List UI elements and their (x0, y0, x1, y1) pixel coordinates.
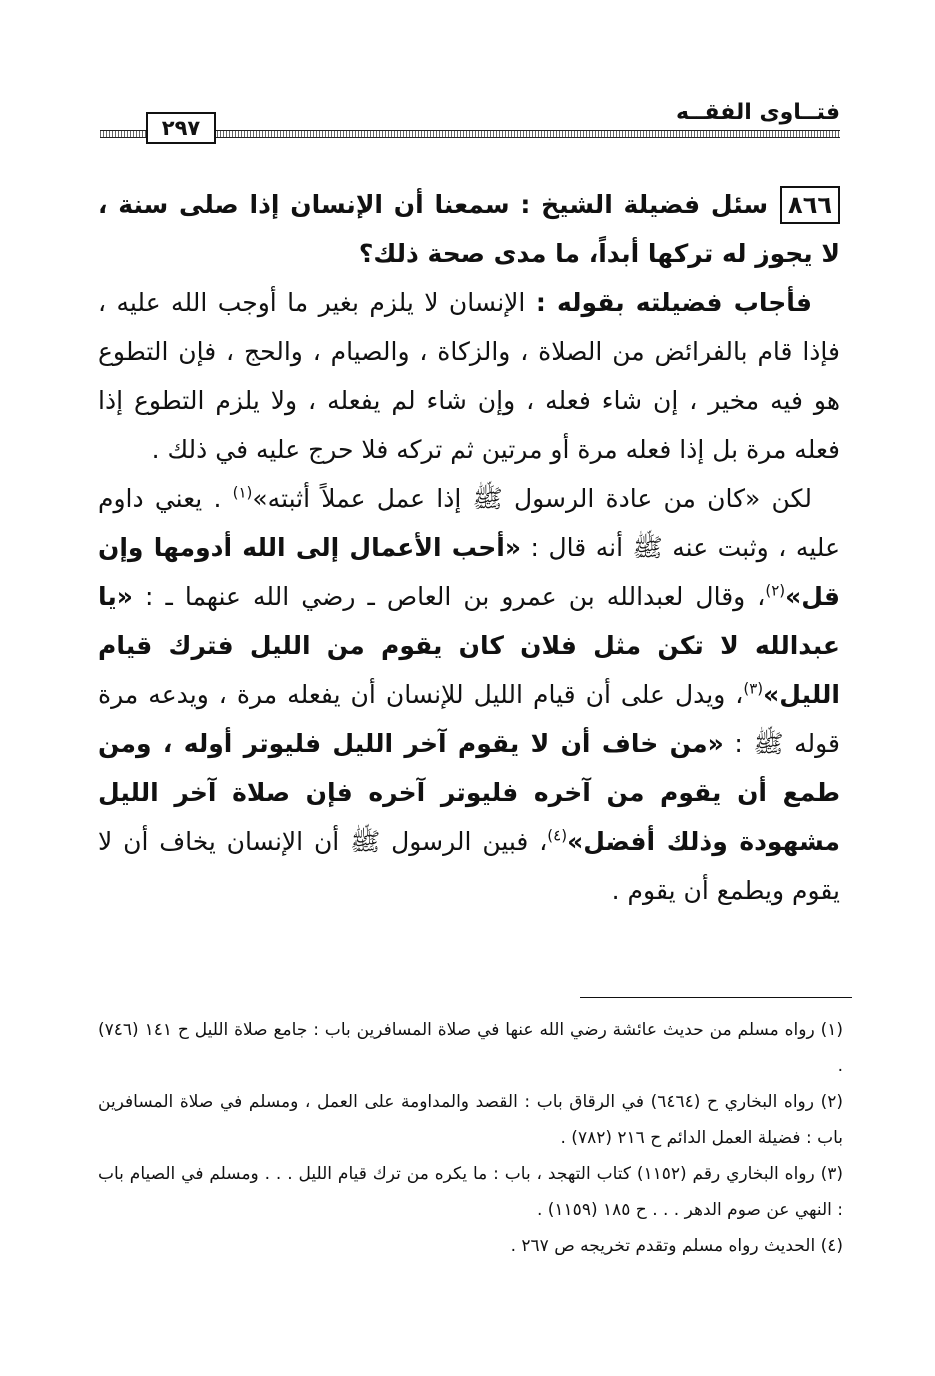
answer-text-2h: ، فبين الرسول ﷺ أن الإنسان يخاف أن لا يقوم ويطمع أن يقوم . (98, 827, 840, 905)
hadith-quote-3: «يا عبدالله لا تكن مثل فلان كان يقوم من الليل فترك قيام الليل» (98, 582, 840, 709)
footnote-ref-1: (١) (232, 483, 253, 502)
footnotes (98, 1012, 843, 1264)
main-text (98, 180, 840, 915)
page-number: ٢٩٧ (146, 112, 216, 144)
answer-text-2f: ، ويدل على أن قيام الليل للإنسان أن يفعله مرة ، ويدعه مرة قوله ﷺ : (98, 680, 841, 758)
question-text: سئل فضيلة الشيخ : سمعنا أن الإنسان إذا صلى سنة ، لا يجوز له تركها أبداً، ما مدى صحة ذلك؟ (98, 190, 840, 268)
answer-text-2d: ، وقال لعبدالله بن عمرو بن العاص ـ رضي الله عنهما ـ : (132, 582, 766, 611)
hadith-quote-4: «من خاف أن لا يقوم آخر الليل فليوتر أوله ، ومن طمع أن يقوم من آخره فليوتر آخره فإن صلاة آخر الليل مشهودة وذلك أفضل» (98, 729, 841, 856)
footnote-ref-3: (٣) (743, 679, 764, 698)
question-block (98, 180, 840, 278)
footnote-2: (٢) رواه البخاري ح (٦٤٦٤) في الرقاق باب : القصد والمداومة على العمل ، ومسلم في صلاة المسافرين باب : فضيلة العمل الدائم ح ٢١٦ (٧٨٢) . (98, 1092, 843, 1148)
footnote-3: (٣) رواه البخاري رقم (١١٥٢) كتاب التهجد ، باب : ما يكره من ترك قيام الليل . . . ومسلم في الصيام باب : النهي عن صوم الدهر . . . ح ١٨٥ (١١٥٩) . (98, 1164, 844, 1220)
answer-text-2b: . يعني داوم عليه ، وثبت عنه ﷺ أنه قال : (98, 484, 840, 562)
question-number: ٨٦٦ (780, 186, 840, 224)
hadith-quote-1: لكن «كان من عادة الرسول ﷺ إذا عمل عملاً أثبته» (252, 484, 812, 513)
answer-paragraph-1 (98, 278, 840, 474)
footnote-ref-4: (٤) (547, 826, 568, 845)
footnote-ref-2: (٢) (765, 581, 786, 600)
hadith-quote-2: «أحب الأعمال إلى الله أدومها وإن قل» (98, 533, 840, 611)
footnote-separator (580, 997, 852, 998)
answer-paragraph-2 (98, 474, 840, 915)
footnote-1: (١) رواه مسلم من حديث عائشة رضي الله عنها في صلاة المسافرين باب : جامع صلاة الليل ح ١٤١ (٧٤٦) . (98, 1020, 843, 1076)
page-header (100, 100, 840, 144)
running-title: فتــاوى الفقــه (675, 100, 840, 125)
answer-lead: فأجاب فضيلته بقوله : (535, 288, 812, 317)
footnote-4: (٤) الحديث رواه مسلم وتقدم تخريجه ص ٢٦٧ . (510, 1236, 843, 1256)
answer-text-1: الإنسان لا يلزم بغير ما أوجب الله عليه ، فإذا قام بالفرائض من الصلاة ، والزكاة ، والصيام ، والحج ، فإن التطوع هو فيه مخير ، إن شاء فعله ، وإن شاء لم يفعله ، ولا يلزم التطوع إذا فعله مرة بل إذا فعله مرة أو مرتين ثم تركه فلا حرج عليه في ذلك . (98, 288, 840, 464)
